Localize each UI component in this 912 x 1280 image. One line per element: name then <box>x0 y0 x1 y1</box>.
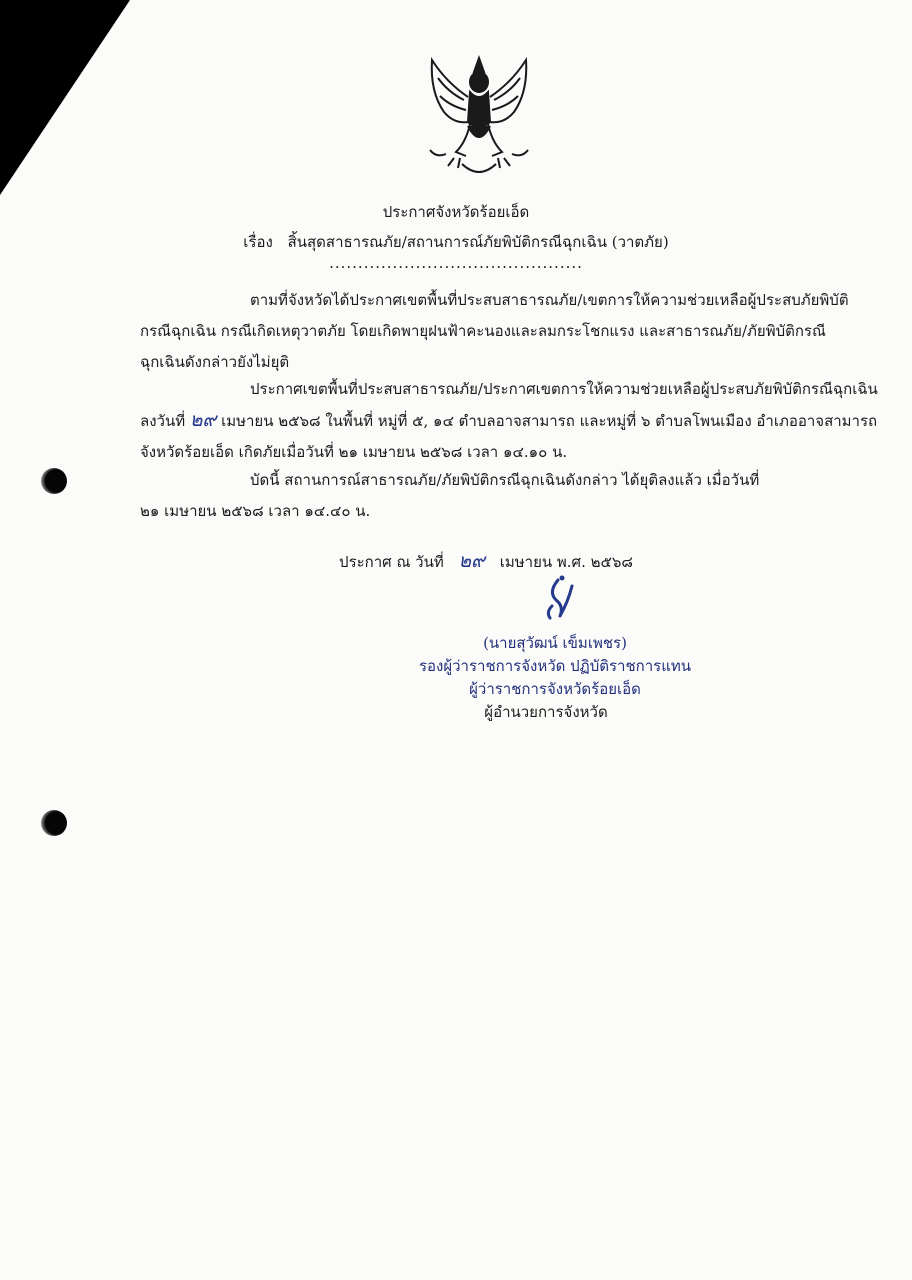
para2-date-suffix: เมษายน ๒๕๖๘ ในพื้นที่ หมู่ที่ ๕, ๑๔ ตำบลอาจสามารถ และหมู่ที่ ๖ ตำบลโพนเมือง อำเภออาจสามารถ <box>221 412 878 430</box>
signer-position-2: ผู้ว่าราชการจังหวัดร้อยเอ็ด <box>469 680 641 698</box>
para2-line2 <box>140 405 878 437</box>
handwritten-day-2: ๒๙ <box>458 550 485 572</box>
para2-date-prefix: ลงวันที่ <box>140 412 186 430</box>
scan-corner-shadow <box>0 0 140 200</box>
signature-block <box>415 632 695 724</box>
date-suffix: เมษายน พ.ศ. ๒๕๖๘ <box>499 553 633 571</box>
subject-text: สิ้นสุดสาธารณภัย/สถานการณ์ภัยพิบัติกรณีฉุกเฉิน (วาตภัย) <box>287 233 669 251</box>
subject-label: เรื่อง <box>243 233 273 251</box>
announcement-title: ประกาศจังหวัดร้อยเอ็ด <box>382 203 530 221</box>
para1-line2: กรณีฉุกเฉิน กรณีเกิดเหตุวาตภัย โดยเกิดพายุฝนฟ้าคะนองและลมกระโชกแรง และสาธารณภัย/ภัยพิบัติกรณี <box>140 322 826 340</box>
para1-line3: ฉุกเฉินดังกล่าวยังไม่ยุติ <box>140 353 290 371</box>
paragraph-1 <box>140 285 849 378</box>
paragraph-3 <box>140 465 832 527</box>
para3-line1: บัดนี้ สถานการณ์สาธารณภัย/ภัยพิบัติกรณีฉุกเฉินดังกล่าว ได้ยุติลงแล้ว เมื่อวันที่ <box>250 471 760 489</box>
handwritten-signature <box>534 572 584 622</box>
announcement-date-line <box>30 546 912 576</box>
para2-line1: ประกาศเขตพื้นที่ประสบสาธารณภัย/ประกาศเขตการให้ความช่วยเหลือผู้ประสบภัยพิบัติกรณีฉุกเฉิน <box>250 380 878 398</box>
para1-line1: ตามที่จังหวัดได้ประกาศเขตพื้นที่ประสบสาธารณภัย/เขตการให้ความช่วยเหลือผู้ประสบภัยพิบัติ <box>250 291 849 309</box>
handwritten-day-1: ๒๙ <box>189 409 217 431</box>
signer-position-3: ผู้อำนวยการจังหวัด <box>484 703 608 721</box>
para3-line2: ๒๑ เมษายน ๒๕๖๘ เวลา ๑๔.๔๐ น. <box>140 502 371 520</box>
garuda-emblem-icon <box>426 52 532 180</box>
subject-line <box>0 230 912 254</box>
signer-position-1: รองผู้ว่าราชการจังหวัด ปฏิบัติราชการแทน <box>418 657 692 675</box>
date-prefix: ประกาศ ณ วันที่ <box>339 553 444 571</box>
paragraph-2 <box>140 374 878 468</box>
para2-line3: จังหวัดร้อยเอ็ด เกิดภัยเมื่อวันที่ ๒๑ เมษายน ๒๕๖๘ เวลา ๑๔.๑๐ น. <box>140 443 568 461</box>
title-divider: ............................................ <box>329 254 583 272</box>
punch-hole-bottom <box>41 810 67 836</box>
signer-name: (นายสุวัฒน์ เข็มเพชร) <box>483 634 627 652</box>
punch-hole-top <box>41 468 67 494</box>
